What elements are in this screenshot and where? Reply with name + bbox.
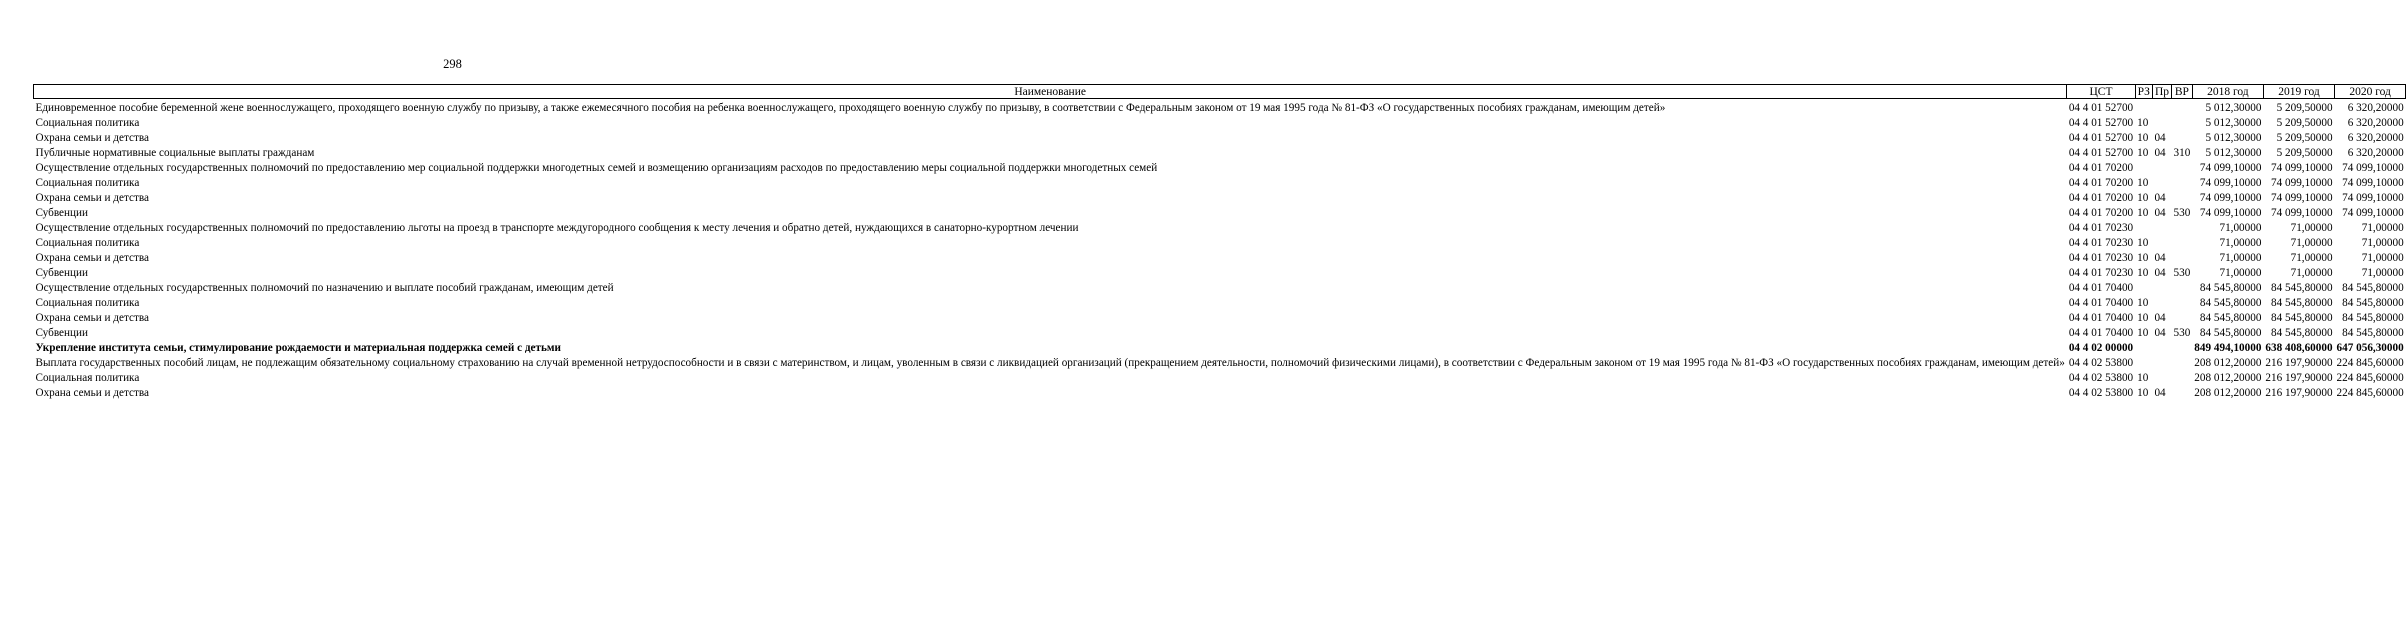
- row-vr: [2172, 339, 2193, 354]
- row-pr: [2152, 279, 2171, 294]
- row-value-2019: 84 545,80000: [2271, 327, 2333, 339]
- table-row: [34, 99, 2406, 115]
- row-rz: 10: [2137, 177, 2149, 189]
- row-value-2020: 71,00000: [2361, 237, 2404, 249]
- row-value-2019: 71,00000: [2290, 237, 2333, 249]
- table-row: [34, 144, 2406, 159]
- row-rz: 10: [2137, 147, 2149, 159]
- row-value-2019: 74 099,10000: [2271, 162, 2333, 174]
- row-pr: [2152, 339, 2171, 354]
- page-number: 298: [443, 57, 462, 71]
- row-vr: [2172, 219, 2193, 234]
- row-vr: 530: [2173, 267, 2191, 279]
- row-vr: [2172, 174, 2193, 189]
- row-value-2018: 208 012,20000: [2194, 357, 2262, 369]
- row-pr: 04: [2154, 192, 2166, 204]
- row-cst-code: 04 4 01 70400: [2068, 327, 2134, 339]
- table-row: [34, 204, 2406, 219]
- header-vr: ВР: [2172, 85, 2193, 99]
- row-value-2019: 216 197,90000: [2265, 357, 2333, 369]
- row-value-2020: 224 845,60000: [2336, 372, 2404, 384]
- row-name: Укрепление института семьи, стимулирование рождаемости и материальная поддержка семей с детьми: [35, 342, 561, 354]
- row-vr: [2172, 309, 2193, 324]
- row-pr: 04: [2154, 132, 2166, 144]
- row-cst-code: 04 4 02 53800: [2068, 357, 2134, 369]
- table-row: [34, 189, 2406, 204]
- row-value-2018: 74 099,10000: [2199, 207, 2262, 219]
- row-name: Публичные нормативные социальные выплаты гражданам: [35, 147, 315, 159]
- table-row: [34, 309, 2406, 324]
- row-pr: [2152, 99, 2171, 115]
- row-pr: 04: [2154, 252, 2166, 264]
- row-vr: [2172, 114, 2193, 129]
- row-rz: [2135, 354, 2152, 369]
- row-name: Социальная политика: [35, 117, 140, 129]
- row-value-2018: 208 012,20000: [2194, 372, 2262, 384]
- row-rz: 10: [2137, 117, 2149, 129]
- row-vr: [2172, 99, 2193, 115]
- row-value-2018: 71,00000: [2219, 252, 2262, 264]
- row-vr: [2172, 369, 2193, 384]
- table-row: [34, 129, 2406, 144]
- row-pr: [2152, 354, 2171, 369]
- row-pr: 04: [2154, 327, 2166, 339]
- row-rz: 10: [2137, 237, 2149, 249]
- table-row: [34, 324, 2406, 339]
- row-value-2018: 74 099,10000: [2199, 162, 2262, 174]
- header-2020: 2020 год: [2335, 85, 2406, 99]
- row-rz: 10: [2137, 297, 2149, 309]
- table-row: [34, 339, 2406, 354]
- row-value-2019: 5 209,50000: [2276, 147, 2333, 159]
- row-vr: [2172, 279, 2193, 294]
- row-value-2018: 84 545,80000: [2199, 312, 2262, 324]
- row-pr: [2152, 369, 2171, 384]
- header-cst: ЦСТ: [2067, 85, 2135, 99]
- row-cst-code: 04 4 01 52700: [2068, 117, 2134, 129]
- row-name: Охрана семьи и детства: [35, 252, 149, 264]
- row-pr: 04: [2154, 387, 2166, 399]
- row-vr: 530: [2173, 327, 2191, 339]
- row-pr: 04: [2154, 147, 2166, 159]
- row-rz: [2135, 339, 2152, 354]
- row-name: Охрана семьи и детства: [35, 132, 149, 144]
- table-body: [34, 99, 2406, 400]
- row-name: Субвенции: [35, 267, 88, 279]
- row-value-2018: 208 012,20000: [2194, 387, 2262, 399]
- row-value-2018: 84 545,80000: [2199, 297, 2262, 309]
- row-value-2020: 6 320,20000: [2347, 102, 2404, 114]
- row-value-2018: 74 099,10000: [2199, 192, 2262, 204]
- row-value-2020: 84 545,80000: [2342, 297, 2404, 309]
- row-cst-code: 04 4 01 70400: [2068, 297, 2134, 309]
- table-row: [34, 369, 2406, 384]
- row-value-2020: 71,00000: [2361, 267, 2404, 279]
- table-row: [34, 354, 2406, 369]
- row-cst-code: 04 4 01 70230: [2068, 237, 2134, 249]
- table-row: [34, 384, 2406, 399]
- row-value-2018: 71,00000: [2219, 237, 2262, 249]
- row-value-2018: 5 012,30000: [2205, 102, 2262, 114]
- row-name: Единовременное пособие беременной жене военнослужащего, проходящего военную службу по призыву, а также ежемесячного пособия на ребенка военнослужащего, проходящего военную службу по призыву, в соответствии с Федеральным законом от 19 мая 1995 года № 81-ФЗ «О государственных пособиях гражданам, имеющим детей»: [35, 102, 1666, 114]
- table-row: [34, 159, 2406, 174]
- row-value-2020: 74 099,10000: [2342, 192, 2404, 204]
- row-rz: 10: [2137, 372, 2149, 384]
- row-value-2019: 5 209,50000: [2276, 102, 2333, 114]
- row-value-2019: 216 197,90000: [2265, 387, 2333, 399]
- row-value-2019: 71,00000: [2290, 222, 2333, 234]
- row-value-2020: 74 099,10000: [2342, 162, 2404, 174]
- row-cst-code: 04 4 01 52700: [2068, 102, 2134, 114]
- table-row: [34, 219, 2406, 234]
- row-pr: 04: [2154, 207, 2166, 219]
- row-value-2020: 647 056,30000: [2336, 342, 2404, 354]
- row-cst-code: 04 4 01 70230: [2068, 252, 2134, 264]
- budget-table: [33, 84, 2406, 399]
- row-cst-code: 04 4 01 52700: [2068, 132, 2134, 144]
- row-pr: [2152, 219, 2171, 234]
- row-value-2020: 84 545,80000: [2342, 327, 2404, 339]
- table-row: [34, 264, 2406, 279]
- row-rz: [2135, 219, 2152, 234]
- row-cst-code: 04 4 01 70400: [2068, 282, 2134, 294]
- row-pr: [2152, 174, 2171, 189]
- row-value-2019: 71,00000: [2290, 267, 2333, 279]
- row-cst-code: 04 4 01 70200: [2068, 162, 2134, 174]
- row-value-2019: 71,00000: [2290, 252, 2333, 264]
- row-vr: [2172, 159, 2193, 174]
- row-cst-code: 04 4 01 70400: [2068, 312, 2134, 324]
- row-value-2019: 74 099,10000: [2271, 177, 2333, 189]
- table-header-row: [34, 85, 2406, 99]
- row-cst-code: 04 4 01 70230: [2068, 222, 2134, 234]
- row-value-2018: 5 012,30000: [2205, 117, 2262, 129]
- table-row: [34, 234, 2406, 249]
- row-value-2019: 74 099,10000: [2271, 192, 2333, 204]
- row-rz: 10: [2137, 252, 2149, 264]
- row-name: Осуществление отдельных государственных полномочий по предоставлению мер социальной поддержки многодетных семей и возмещению организациям расходов по предоставлению меры социальной поддержки многодетных семей: [35, 162, 1158, 174]
- row-vr: [2172, 249, 2193, 264]
- row-rz: 10: [2137, 387, 2149, 399]
- row-vr: [2172, 234, 2193, 249]
- row-value-2018: 84 545,80000: [2199, 282, 2262, 294]
- row-value-2019: 74 099,10000: [2271, 207, 2333, 219]
- table-row: [34, 174, 2406, 189]
- row-rz: 10: [2137, 207, 2149, 219]
- row-pr: [2152, 159, 2171, 174]
- row-value-2019: 5 209,50000: [2276, 117, 2333, 129]
- row-rz: 10: [2137, 192, 2149, 204]
- row-rz: [2135, 99, 2152, 115]
- row-pr: 04: [2154, 312, 2166, 324]
- row-rz: 10: [2137, 312, 2149, 324]
- row-name: Охрана семьи и детства: [35, 312, 149, 324]
- header-pr: Пр: [2152, 85, 2171, 99]
- row-value-2020: 6 320,20000: [2347, 147, 2404, 159]
- row-value-2019: 638 408,60000: [2265, 342, 2333, 354]
- row-name: Субвенции: [35, 207, 88, 219]
- row-rz: 10: [2137, 327, 2149, 339]
- row-rz: 10: [2137, 132, 2149, 144]
- row-name: Социальная политика: [35, 177, 140, 189]
- row-value-2020: 74 099,10000: [2342, 207, 2404, 219]
- row-value-2018: 5 012,30000: [2205, 132, 2262, 144]
- row-cst-code: 04 4 01 70200: [2068, 177, 2134, 189]
- row-rz: [2135, 279, 2152, 294]
- row-value-2020: 74 099,10000: [2342, 177, 2404, 189]
- row-value-2019: 216 197,90000: [2265, 372, 2333, 384]
- row-value-2020: 6 320,20000: [2347, 132, 2404, 144]
- row-rz: 10: [2137, 267, 2149, 279]
- row-cst-code: 04 4 01 52700: [2068, 147, 2134, 159]
- row-name: Социальная политика: [35, 372, 140, 384]
- row-vr: [2172, 189, 2193, 204]
- row-value-2020: 224 845,60000: [2336, 357, 2404, 369]
- row-cst-code: 04 4 02 00000: [2068, 342, 2134, 354]
- row-pr: 04: [2154, 267, 2166, 279]
- table-row: [34, 249, 2406, 264]
- row-cst-code: 04 4 01 70200: [2068, 192, 2134, 204]
- row-value-2020: 71,00000: [2361, 222, 2404, 234]
- row-vr: [2172, 354, 2193, 369]
- header-2018: 2018 год: [2192, 85, 2263, 99]
- row-name: Выплата государственных пособий лицам, не подлежащим обязательному социальному страхованию на случай временной нетрудоспособности и в связи с материнством, и лицам, уволенным в связи с ликвидацией организаций (прекращением деятельности, полномочий физическими лицами), в соответствии с Федеральным законом от 19 мая 1995 года № 81-ФЗ «О государственных пособиях гражданам, имеющим детей»: [35, 357, 2065, 369]
- row-name: Осуществление отдельных государственных полномочий по назначению и выплате пособий гражданам, имеющим детей: [35, 282, 614, 294]
- table-row: [34, 294, 2406, 309]
- row-value-2020: 224 845,60000: [2336, 387, 2404, 399]
- row-value-2020: 84 545,80000: [2342, 282, 2404, 294]
- table-row: [34, 114, 2406, 129]
- row-value-2019: 84 545,80000: [2271, 282, 2333, 294]
- row-name: Осуществление отдельных государственных полномочий по предоставлению льготы на проезд в транспорте междугородного сообщения к месту лечения и обратно детей, нуждающихся в санаторно-курортном лечении: [35, 222, 1079, 234]
- row-vr: [2172, 294, 2193, 309]
- row-value-2020: 71,00000: [2361, 252, 2404, 264]
- row-value-2019: 5 209,50000: [2276, 132, 2333, 144]
- row-name: Охрана семьи и детства: [35, 192, 149, 204]
- header-2019: 2019 год: [2263, 85, 2334, 99]
- row-value-2018: 71,00000: [2219, 267, 2262, 279]
- row-value-2019: 84 545,80000: [2271, 297, 2333, 309]
- row-name: Социальная политика: [35, 297, 140, 309]
- row-rz: [2135, 159, 2152, 174]
- table-row: [34, 279, 2406, 294]
- row-cst-code: 04 4 01 70200: [2068, 207, 2134, 219]
- header-rz: РЗ: [2135, 85, 2152, 99]
- row-cst-code: 04 4 02 53800: [2068, 372, 2134, 384]
- row-value-2018: 849 494,10000: [2194, 342, 2262, 354]
- row-value-2020: 6 320,20000: [2347, 117, 2404, 129]
- row-vr: 310: [2173, 147, 2191, 159]
- row-value-2020: 84 545,80000: [2342, 312, 2404, 324]
- row-pr: [2152, 294, 2171, 309]
- row-vr: [2172, 384, 2193, 399]
- row-value-2018: 74 099,10000: [2199, 177, 2262, 189]
- row-cst-code: 04 4 02 53800: [2068, 387, 2134, 399]
- row-pr: [2152, 114, 2171, 129]
- row-pr: [2152, 234, 2171, 249]
- row-name: Субвенции: [35, 327, 88, 339]
- row-value-2018: 84 545,80000: [2199, 327, 2262, 339]
- row-name: Социальная политика: [35, 237, 140, 249]
- row-name: Охрана семьи и детства: [35, 387, 149, 399]
- row-value-2019: 84 545,80000: [2271, 312, 2333, 324]
- row-value-2018: 71,00000: [2219, 222, 2262, 234]
- row-cst-code: 04 4 01 70230: [2068, 267, 2134, 279]
- header-name: Наименование: [34, 85, 2067, 99]
- row-vr: 530: [2173, 207, 2191, 219]
- row-value-2018: 5 012,30000: [2205, 147, 2262, 159]
- row-vr: [2172, 129, 2193, 144]
